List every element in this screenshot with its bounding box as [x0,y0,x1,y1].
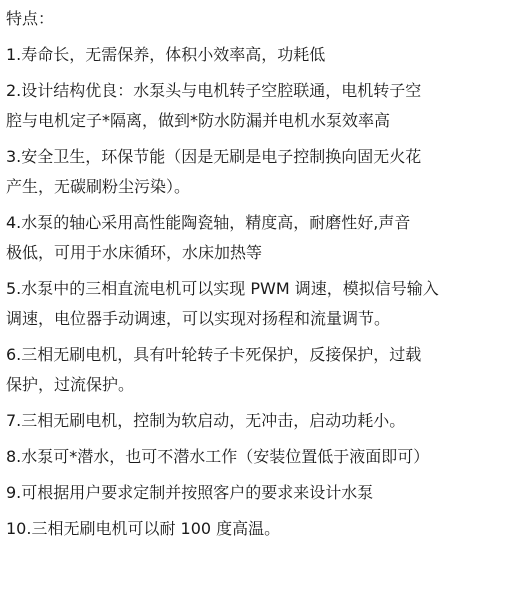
feature-item-4 [6,208,514,268]
features-heading: 特点： [6,9,55,28]
feature-item-7 [6,406,514,436]
feature-item-5 [6,274,514,334]
feature-item-text: 1.寿命长，无需保养，体积小效率高，功耗低 [6,45,326,64]
feature-item-text: 4.水泵的轴心采用高性能陶瓷轴，精度高，耐磨性好,声音 [6,213,411,232]
feature-item-6 [6,340,514,400]
feature-item-1 [6,40,514,70]
feature-item-2 [6,76,514,136]
feature-document [6,4,514,544]
feature-item-text: 6.三相无刷电机，具有叶轮转子卡死保护，反接保护，过载 [6,345,422,364]
feature-item-text: 产生，无碳刷粉尘污染）。 [6,177,191,196]
feature-item-3 [6,142,514,202]
feature-item-text: 极低，可用于水床循环，水床加热等 [6,243,263,262]
feature-item-text: 调速，电位器手动调速，可以实现对扬程和流量调节。 [6,309,391,328]
feature-item-text: 3.安全卫生，环保节能（因是无刷是电子控制换向固无火花 [6,147,422,166]
feature-item-text: 5.水泵中的三相直流电机可以实现 PWM 调速，模拟信号输入 [6,279,439,298]
feature-item-10 [6,514,514,544]
feature-item-text: 8.水泵可*潜水，也可不潜水工作（安装位置低于液面即可） [6,447,430,466]
feature-item-text: 9.可根据用户要求定制并按照客户的要求来设计水泵 [6,483,374,502]
feature-item-8 [6,442,514,472]
feature-item-text: 7.三相无刷电机，控制为软启动，无冲击，启动功耗小。 [6,411,406,430]
feature-item-9 [6,478,514,508]
feature-item-text: 2.设计结构优良：水泵头与电机转子空腔联通，电机转子空 [6,81,422,100]
feature-item-text: 10.三相无刷电机可以耐 100 度高温。 [6,519,281,538]
feature-item-text: 保护，过流保护。 [6,375,135,394]
feature-item-text: 腔与电机定子*隔离，做到*防水防漏并电机水泵效率高 [6,111,391,130]
